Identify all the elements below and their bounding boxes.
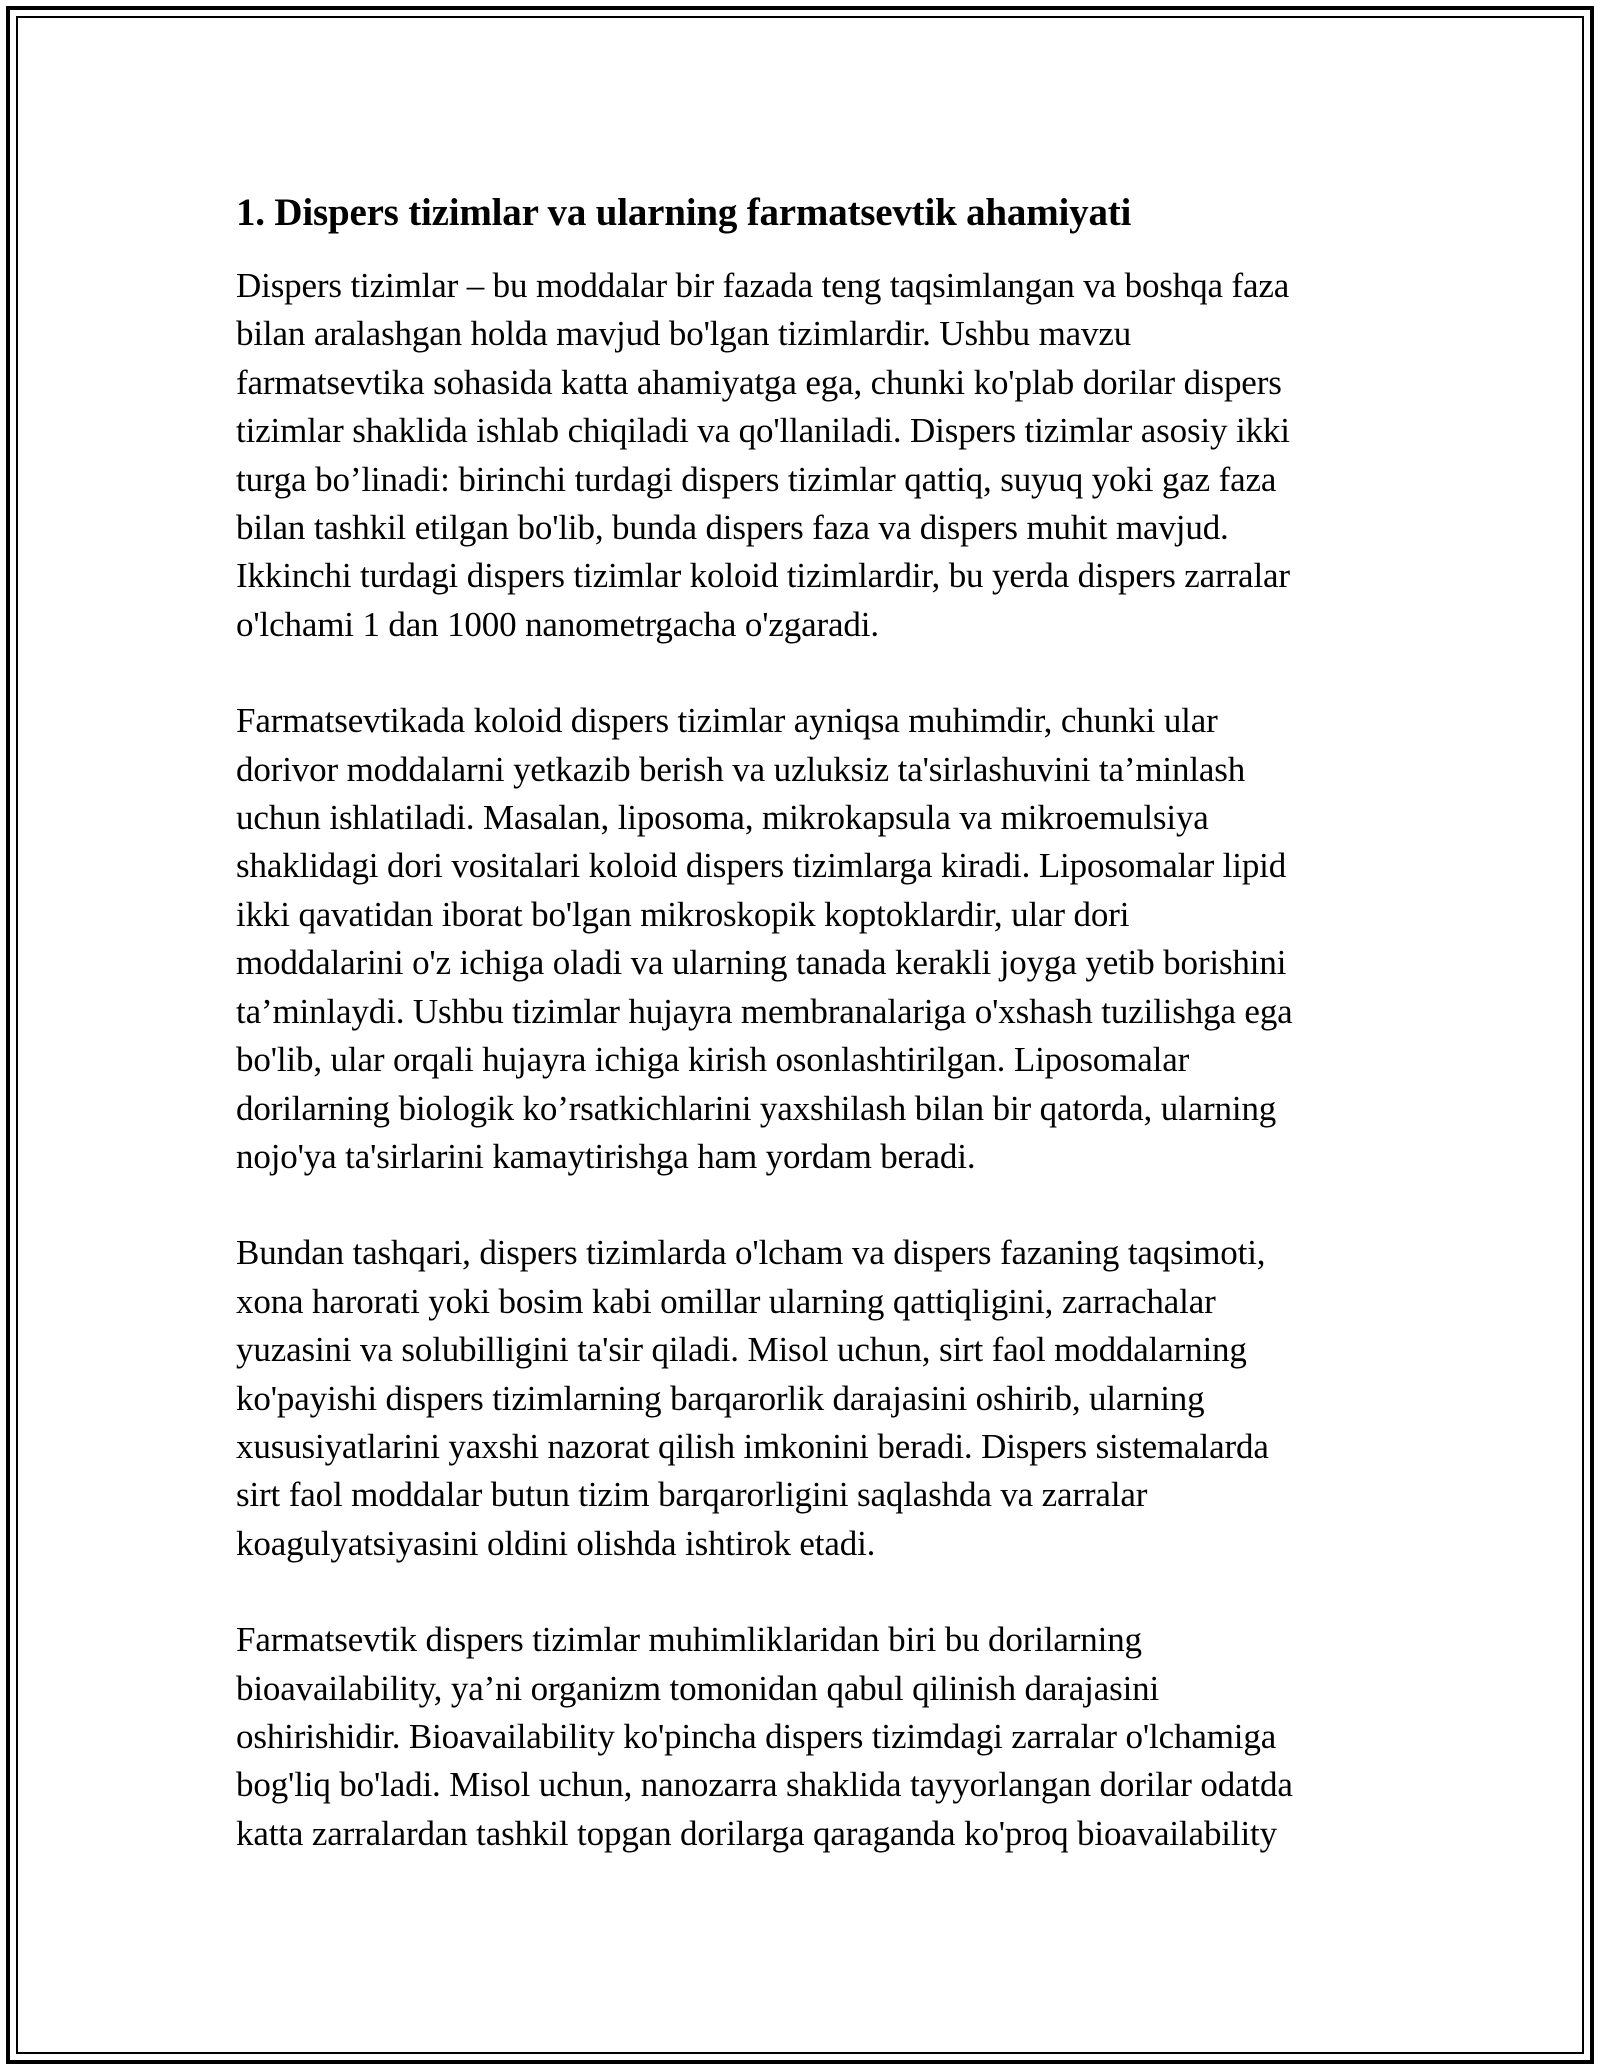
text-line: o'lchami 1 dan 1000 nanometrgacha o'zgaradi. bbox=[236, 604, 879, 644]
text-line: dorilarning biologik ko’rsatkichlarini yaxshilash bilan bir qatorda, ularning bbox=[236, 1088, 1277, 1128]
text-line: sirt faol moddalar butun tizim barqarorligini saqlashda va zarralar bbox=[236, 1475, 1148, 1515]
text-line: katta zarralardan tashkil topgan dorilarga qaraganda ko'proq bioavailability bbox=[236, 1813, 1277, 1853]
text-line: uchun ishlatiladi. Masalan, liposoma, mikrokapsula va mikroemulsiya bbox=[236, 798, 1209, 838]
text-line: Ikkinchi turdagi dispers tizimlar koloid tizimlardir, bu yerda dispers zarralar bbox=[236, 556, 1290, 596]
text-line: moddalarini o'z ichiga oladi va ularning tanada kerakli joyga yetib borishini bbox=[236, 943, 1287, 983]
text-line: shaklidagi dori vositalari koloid dispers tizimlarga kiradi. Liposomalar lipid bbox=[236, 846, 1287, 886]
text-line: Bundan tashqari, dispers tizimlarda o'lcham va dispers fazaning taqsimoti, bbox=[236, 1233, 1266, 1273]
text-line: xona harorati yoki bosim kabi omillar ularning qattiqligini, zarrachalar bbox=[236, 1281, 1216, 1321]
text-line: Farmatsevtik dispers tizimlar muhimliklaridan biri bu dorilarning bbox=[236, 1620, 1142, 1660]
paragraph-2 bbox=[236, 697, 1356, 1181]
text-line: tizimlar shaklida ishlab chiqiladi va qo'llaniladi. Dispers tizimlar asosiy ikki bbox=[236, 411, 1290, 451]
text-line: farmatsevtika sohasida katta ahamiyatga ega, chunki ko'plab dorilar dispers bbox=[236, 362, 1282, 402]
text-line: bog'liq bo'ladi. Misol uchun, nanozarra shaklida tayyorlangan dorilar odatda bbox=[236, 1765, 1293, 1805]
section-heading: 1. Dispers tizimlar va ularning farmatsevtik ahamiyati bbox=[236, 191, 1132, 234]
text-line: ta’minlaydi. Ushbu tizimlar hujayra membranalariga o'xshash tuzilishga ega bbox=[236, 991, 1293, 1031]
text-line: Farmatsevtikada koloid dispers tizimlar ayniqsa muhimdir, chunki ular bbox=[236, 701, 1218, 741]
text-line: ikki qavatidan iborat bo'lgan mikroskopik koptoklardir, ular dori bbox=[236, 894, 1130, 934]
document-body bbox=[236, 186, 1356, 1906]
text-line: bilan aralashgan holda mavjud bo'lgan tizimlardir. Ushbu mavzu bbox=[236, 314, 1132, 354]
text-line: bilan tashkil etilgan bo'lib, bunda dispers faza va dispers muhit mavjud. bbox=[236, 508, 1229, 548]
paragraph-3 bbox=[236, 1229, 1356, 1568]
text-line: oshirishidir. Bioavailability ko'pincha dispers tizimdagi zarralar o'lchamiga bbox=[236, 1716, 1277, 1756]
text-line: ko'payishi dispers tizimlarning barqarorlik darajasini oshirib, ularning bbox=[236, 1378, 1205, 1418]
text-line: turga bo’linadi: birinchi turdagi dispers tizimlar qattiq, suyuq yoki gaz faza bbox=[236, 459, 1277, 499]
text-line: yuzasini va solubilligini ta'sir qiladi. Misol uchun, sirt faol moddalarning bbox=[236, 1330, 1247, 1370]
paragraph-1 bbox=[236, 262, 1356, 649]
text-line: dorivor moddalarni yetkazib berish va uzluksiz ta'sirlashuvini ta’minlash bbox=[236, 749, 1246, 789]
text-line: bioavailability, ya’ni organizm tomonidan qabul qilinish darajasini bbox=[236, 1668, 1160, 1708]
text-line: nojo'ya ta'sirlarini kamaytirishga ham yordam beradi. bbox=[236, 1136, 976, 1176]
text-line: xususiyatlarini yaxshi nazorat qilish imkonini beradi. Dispers sistemalarda bbox=[236, 1426, 1269, 1466]
text-line: koagulyatsiyasini oldini olishda ishtirok etadi. bbox=[236, 1523, 876, 1563]
text-line: bo'lib, ular orqali hujayra ichiga kirish osonlashtirilgan. Liposomalar bbox=[236, 1040, 1190, 1080]
paragraph-4 bbox=[236, 1616, 1356, 1858]
text-line: Dispers tizimlar – bu moddalar bir fazada teng taqsimlangan va boshqa faza bbox=[236, 266, 1290, 305]
